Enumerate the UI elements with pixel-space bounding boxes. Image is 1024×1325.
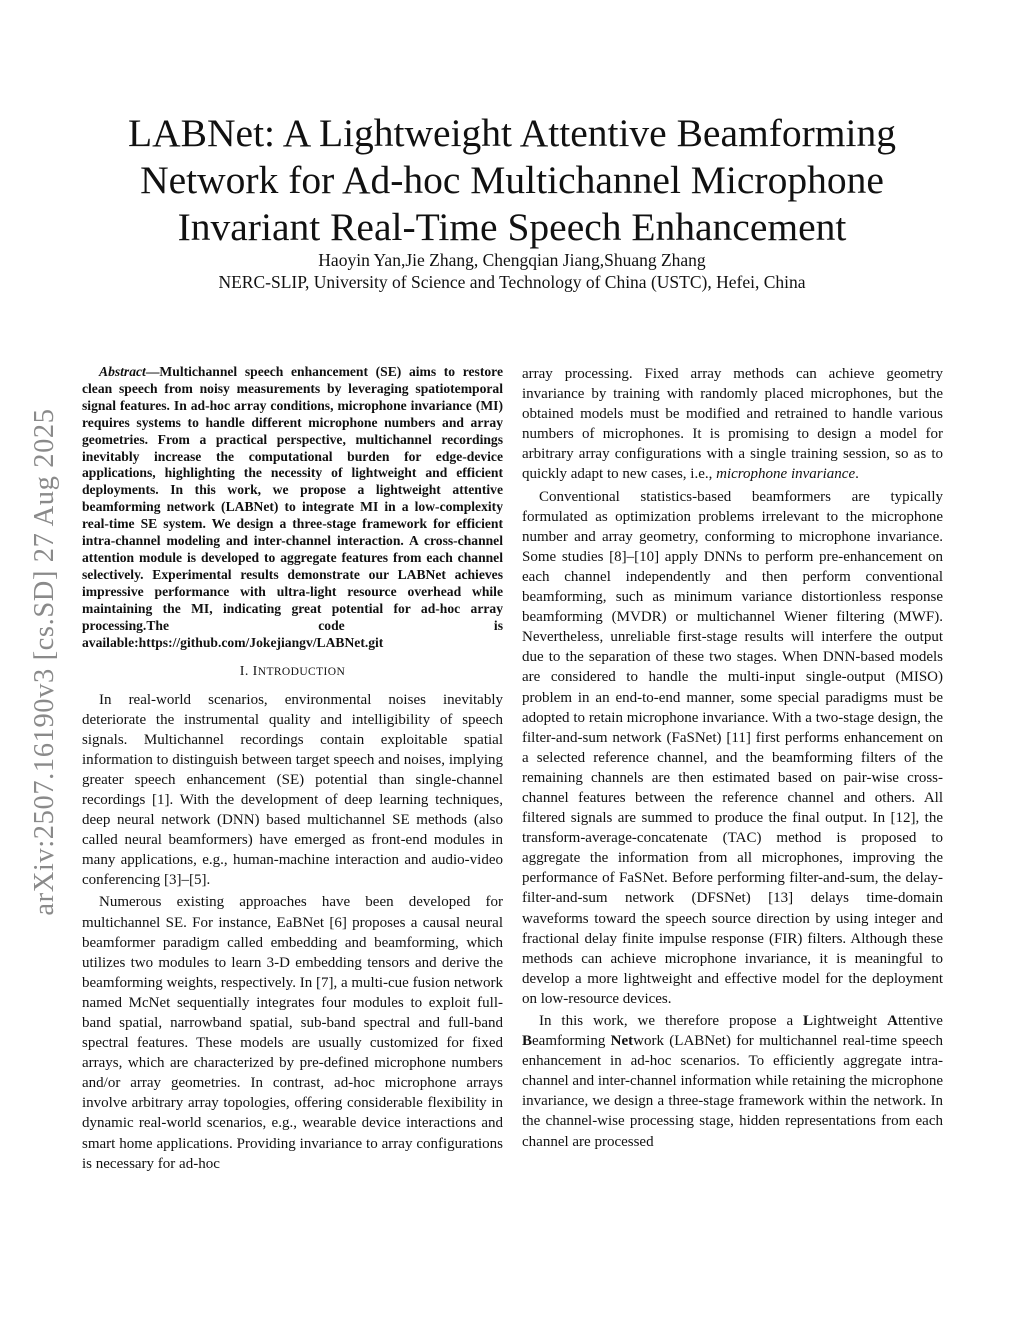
section-heading-introduction (82, 662, 503, 682)
section-name-rest: NTRODUCTION (257, 666, 346, 679)
arxiv-identifier: arXiv:2507.16190v3 [cs.SD] 27 Aug 2025 (29, 408, 60, 916)
author-list: Haoyin Yan,Jie Zhang, Chengqian Jiang,Shuang Zhang (318, 250, 706, 270)
paper-title: LABNet: A Lightweight Attentive Beamforming Network for Ad-hoc Multichannel Microphone Invariant Real-Time Speech Enhancement (128, 111, 896, 250)
intro-paragraph-1: In real-world scenarios, environmental noises inevitably deteriorate the instrumental quality and intelligibility of speech signals. Multichannel recordings contain exploitable spatial information to distinguish between target speech and noises, implying greater speech enhancement (SE) potential than single-channel recordings [1]. With the development of deep learning techniques, deep neural network (DNN) based multichannel SE methods (also called neural beamformers) have emerged as front-end modules in many applications, e.g., human-machine interaction and audio-video conferencing [3]–[5]. (82, 691, 503, 889)
section-initial: I (252, 664, 258, 680)
section-numeral: I. (239, 664, 249, 680)
abstract-text: —Multichannel speech enhancement (SE) aims to restore clean speech from noisy measurements by leveraging spatiotemporal signal features. In ad-hoc array conditions, microphone invariance (MI) requires systems to handle different microphone numbers and array geometries. From a practical perspective, multichannel recordings inevitably increase the computational burden for edge-device applications, highlighting the necessity of lightweight and efficient deployments. In this work, we propose a lightweight attentive beamforming network (LABNet) to integrate MI in a low-complexity real-time SE system. We design a three-stage framework for efficient intra-channel modeling and inter-channel interaction. A cross-channel attention module is developed to aggregate features from each channel selectively. Experimental results demonstrate our LABNet achieves impressive performance with ultra-light resource overhead while maintaining the MI, indicating great potential for ad-hoc array processing.The code is available:https://github.com/Jokejiangv/LABNet.git (82, 364, 503, 650)
right-column (522, 364, 943, 1152)
intro-paragraph-3: Conventional statistics-based beamformers are typically formulated as optimization problems irrelevant to the microphone number and array geometry, conforming to microphone invariance. Some studies [8]–[10] apply DNNs to perform pre-enhancement on each channel independently and then perform conventional beamforming, such as minimum variance distortionless response beamforming (MVDR) or multichannel Wiener filtering (MWF). Nevertheless, unreliable first-stage results will interfere the output due to the separation of these two stages. When DNN-based models are considered to handle the multi-input single-output (MISO) problem in an end-to-end manner, some special paradigms must be adopted to retain microphone invariance. With a two-stage design, the filter-and-sum network (FaSNet) [11] first performs enhancement on a selected reference channel, and the beamforming filters of the remaining channels are then estimated based on pair-wise cross-channel features between the reference channel and others. All filtered signals are summed to produce the final output. In [12], the transform-average-concatenate (TAC) method is proposed to aggregate the information from all microphones, improving the performance of FaSNet. Before performing filter-and-sum, the delay-filter-and-sum network (DFSNet) [13] delays time-domain waveforms toward the speech source direction by using integer and fractional delay finite impulse response (FIR) filters. Although these methods can achieve microphone invariance, it is meaningful to develop a more lightweight and effective model for the deployment on low-resource devices. (522, 488, 943, 1007)
intro-paragraph-2-continued: array processing. Fixed array methods can achieve geometry invariance by training with randomly placed microphones, but the obtained models must be modified and retrained to handle various numbers of microphones. It is promising to design a model for arbitrary array configurations with a single training session, so as to quickly adapt to new cases, i.e., microphone invariance. (522, 366, 943, 483)
emphasis-microphone-invariance: microphone invariance (716, 466, 856, 483)
abstract-label: Abstract (99, 364, 146, 379)
intro-paragraph-4: In this work, we therefore propose a Lightweight Attentive Beamforming Network (LABNet) for multichannel real-time speech enhancement in ad-hoc scenarios. To efficiently aggregate intra-channel and inter-channel information while retaining the microphone invariance, we design a three-stage framework within the network. In the channel-wise processing stage, hidden representations from each channel are processed (522, 1013, 943, 1150)
left-column (82, 364, 503, 1174)
affiliation: NERC-SLIP, University of Science and Technology of China (USTC), Hefei, China (218, 272, 806, 292)
intro-paragraph-2: Numerous existing approaches have been developed for multichannel SE. For instance, EaBNet [6] proposes a causal neural beamformer paradigm called embedding and beamforming, which utilizes two modules to learn 3-D embedding tensors and derive the beamforming weights, respectively. In [7], a multi-cue fusion network named McNet sequentially integrates four modules to exploit full-band spatial, narrowband spatial, sub-band spectral and full-band spectral features. These models are usually customized for fixed arrays, which are characterized by pre-defined microphone numbers and/or array geometries. In contrast, ad-hoc microphone arrays involve arbitrary array topologies, offering considerable flexibility in dynamic real-world scenarios, e.g., wearable device interactions and smart home applications. Providing invariance to array configurations is necessary for ad-hoc (82, 894, 503, 1172)
abstract (82, 364, 503, 651)
